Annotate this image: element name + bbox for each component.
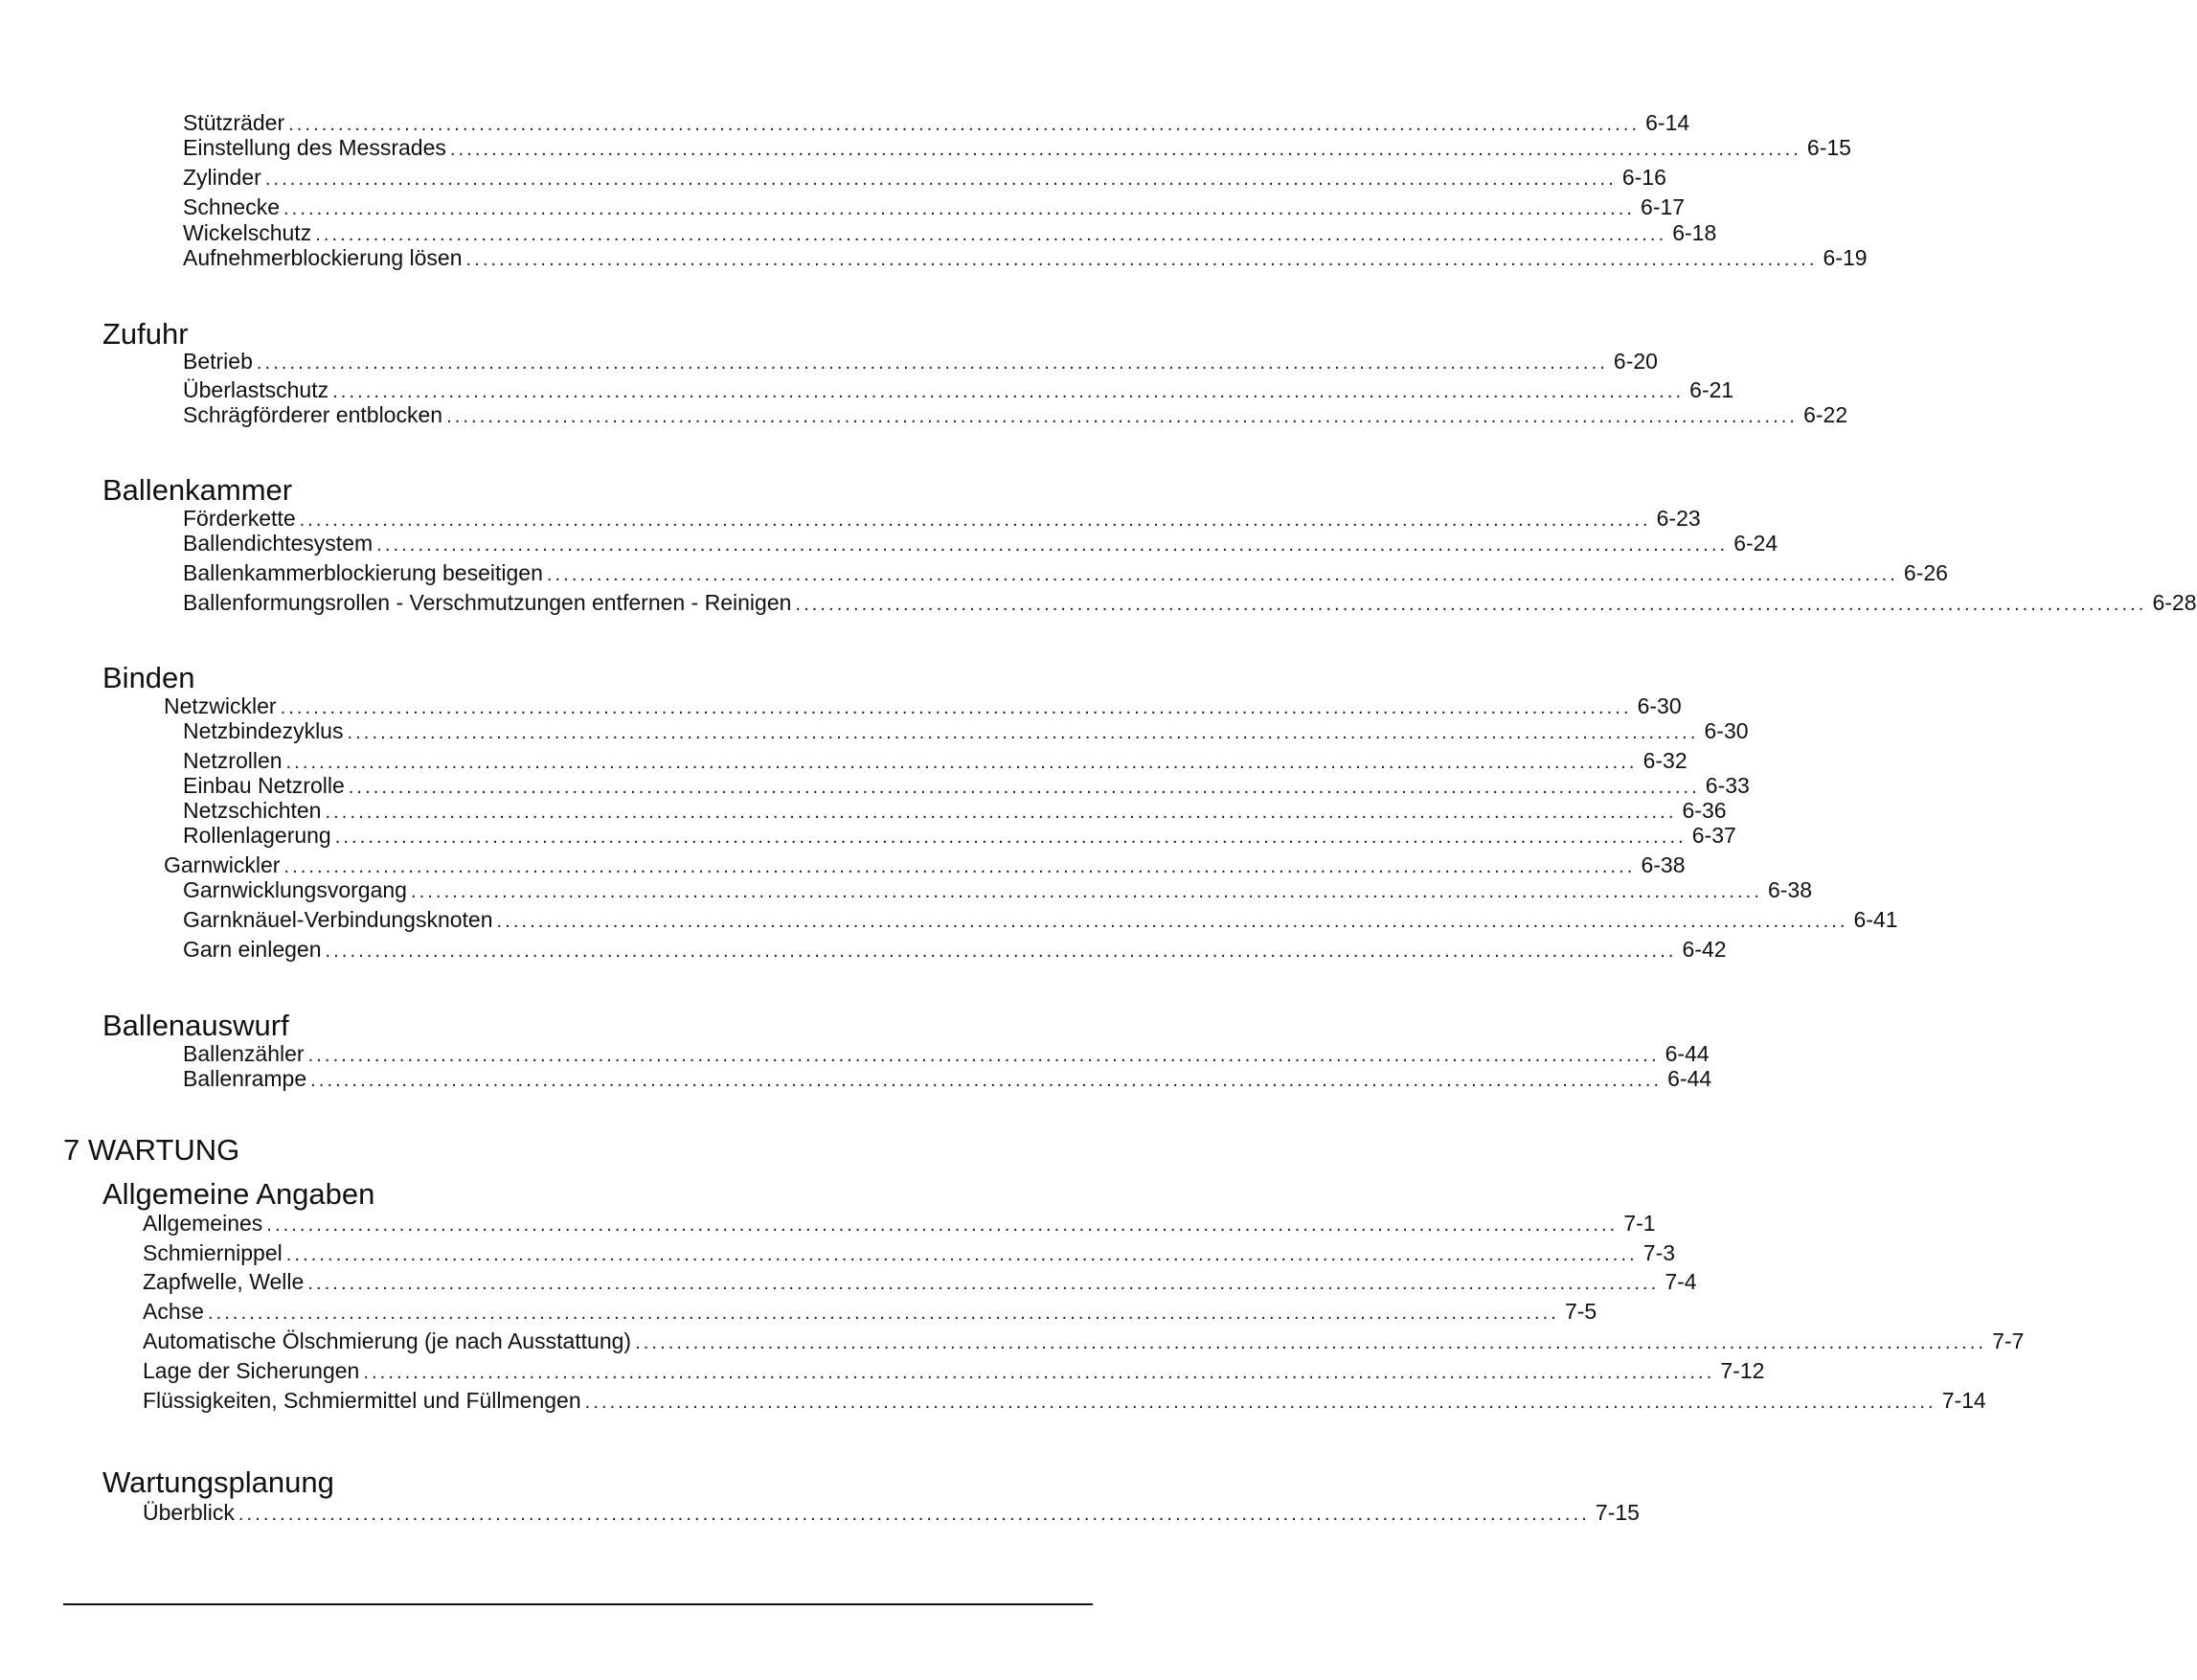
- dot-leader: ...................................................................................................................................................................: [496, 911, 1848, 932]
- dot-leader: ...................................................................................................................................................................: [449, 139, 1801, 160]
- section-heading-ballenkammer: Ballenkammer: [102, 473, 293, 507]
- toc-entry-page: 6-41: [1853, 907, 1898, 932]
- toc-entry[interactable]: [183, 1041, 1710, 1066]
- toc-entry-page: 6-38: [1641, 852, 1686, 877]
- toc-entry-page: 7-4: [1665, 1269, 1697, 1294]
- toc-entry-page: 6-18: [1672, 220, 1717, 245]
- toc-entry[interactable]: [183, 773, 1750, 798]
- toc-entry[interactable]: [183, 220, 1717, 245]
- dot-leader: ...................................................................................................................................................................: [348, 777, 1700, 798]
- dot-leader: ...................................................................................................................................................................: [283, 856, 1636, 877]
- toc-entry[interactable]: [183, 823, 1736, 848]
- footer-divider: [63, 1603, 1093, 1605]
- toc-entry[interactable]: [183, 748, 1687, 773]
- toc-entry[interactable]: [183, 506, 1701, 531]
- toc-entry[interactable]: [183, 377, 1734, 402]
- dot-leader: ...................................................................................................................................................................: [465, 249, 1818, 270]
- toc-entry-label: Einstellung des Messrades: [183, 135, 446, 160]
- toc-entry-label: Zylinder: [183, 165, 261, 190]
- toc-entry-label: Einbau Netzrolle: [183, 773, 345, 798]
- dot-leader: ...................................................................................................................................................................: [207, 1303, 1559, 1324]
- toc-entry-page: 6-16: [1621, 165, 1666, 190]
- toc-entry-page: 7-14: [1941, 1388, 1986, 1413]
- dot-leader: ...................................................................................................................................................................: [280, 697, 1632, 718]
- toc-entry-page: 6-15: [1806, 135, 1851, 160]
- toc-entry-label: Schnecke: [183, 194, 281, 219]
- dot-leader: ...................................................................................................................................................................: [635, 1332, 1987, 1353]
- toc-entry-label: Überlastschutz: [183, 377, 329, 402]
- toc-entry-page: 6-36: [1682, 798, 1727, 823]
- toc-entry-page: 7-15: [1595, 1500, 1640, 1525]
- toc-entry-label: Aufnehmerblockierung lösen: [183, 245, 463, 270]
- toc-entry-garnwickler[interactable]: [164, 852, 1686, 877]
- toc-entry-label: Förderkette: [183, 506, 296, 531]
- toc-entry-page: 6-14: [1645, 110, 1690, 135]
- toc-entry[interactable]: [143, 1328, 2025, 1353]
- toc-entry-label: Wickelschutz: [183, 220, 312, 245]
- toc-entry-label: Garnwicklungsvorgang: [183, 877, 407, 902]
- toc-entry-label: Rollenlagerung: [183, 823, 331, 848]
- dot-leader: ...................................................................................................................................................................: [256, 352, 1608, 374]
- section-heading-binden: Binden: [102, 661, 195, 694]
- toc-entry[interactable]: [183, 110, 1690, 135]
- toc-entry-page: 6-22: [1803, 402, 1848, 427]
- section-heading-ballenauswurf: Ballenauswurf: [102, 1009, 289, 1042]
- toc-entry-label: Betrieb: [183, 349, 253, 374]
- toc-entry[interactable]: [143, 1299, 1597, 1324]
- toc-entry-page: 6-38: [1767, 877, 1813, 902]
- dot-leader: ...................................................................................................................................................................: [325, 802, 1677, 823]
- toc-entry-page: 7-5: [1564, 1299, 1597, 1324]
- toc-entry-label: Schrägförderer entblocken: [183, 402, 443, 427]
- dot-leader: ...................................................................................................................................................................: [334, 827, 1687, 848]
- dot-leader: ...................................................................................................................................................................: [283, 198, 1636, 219]
- dot-leader: ...................................................................................................................................................................: [315, 224, 1667, 245]
- toc-entry[interactable]: [143, 1269, 1697, 1294]
- toc-entry-label: Zapfwelle, Welle: [143, 1269, 305, 1294]
- toc-entry[interactable]: [183, 907, 1898, 932]
- chapter-heading: 7 WARTUNG: [63, 1133, 240, 1167]
- toc-entry-label: Ballenrampe: [183, 1066, 307, 1091]
- toc-entry[interactable]: [183, 590, 2197, 615]
- toc-entry-label: Flüssigkeiten, Schmiermittel und Füllmengen: [143, 1388, 581, 1413]
- toc-entry-page: 6-44: [1667, 1066, 1712, 1091]
- section-heading-wartungsplanung: Wartungsplanung: [102, 1465, 334, 1499]
- toc-entry-page: 6-17: [1641, 194, 1686, 219]
- toc-entry-page: 6-32: [1642, 748, 1687, 773]
- dot-leader: ...................................................................................................................................................................: [410, 881, 1762, 902]
- dot-leader: ...................................................................................................................................................................: [332, 381, 1685, 402]
- toc-entry-page: 6-30: [1637, 693, 1682, 718]
- toc-entry[interactable]: [183, 718, 1749, 743]
- toc-entry-page: 6-33: [1705, 773, 1750, 798]
- dot-leader: ...................................................................................................................................................................: [266, 1215, 1619, 1236]
- toc-entry-page: 6-37: [1691, 823, 1736, 848]
- dot-leader: ...................................................................................................................................................................: [238, 1504, 1590, 1525]
- toc-entry-page: 6-44: [1665, 1041, 1710, 1066]
- toc-entry-page: 7-7: [1992, 1328, 2025, 1353]
- dot-leader: ...................................................................................................................................................................: [285, 752, 1638, 773]
- toc-entry[interactable]: [183, 165, 1666, 190]
- dot-leader: ...................................................................................................................................................................: [363, 1362, 1715, 1383]
- toc-entry-label: Netzschichten: [183, 798, 322, 823]
- toc-entry[interactable]: [183, 1066, 1712, 1091]
- toc-entry[interactable]: [143, 1358, 1765, 1383]
- toc-entry-label: Ballendichtesystem: [183, 531, 374, 556]
- toc-entry-label: Netzrollen: [183, 748, 283, 773]
- toc-entry[interactable]: [143, 1500, 1640, 1525]
- dot-leader: ...................................................................................................................................................................: [264, 169, 1617, 190]
- toc-entry[interactable]: [183, 402, 1848, 427]
- dot-leader: ...................................................................................................................................................................: [584, 1392, 1937, 1413]
- toc-entry[interactable]: [183, 937, 1727, 962]
- toc-entry-label: Ballenkammerblockierung beseitigen: [183, 560, 543, 585]
- toc-entry-label: Allgemeines: [143, 1211, 263, 1236]
- toc-entry-label: Achse: [143, 1299, 204, 1324]
- toc-entry-page: 6-20: [1613, 349, 1658, 374]
- toc-entry-page: 7-1: [1623, 1211, 1656, 1236]
- toc-entry-label: Garn einlegen: [183, 937, 322, 962]
- toc-entry-label: Netzwickler: [164, 693, 277, 718]
- toc-entry-page: 6-42: [1682, 937, 1727, 962]
- dot-leader: ...................................................................................................................................................................: [307, 1045, 1660, 1066]
- toc-entry[interactable]: [183, 531, 1778, 556]
- toc-entry[interactable]: [183, 135, 1851, 160]
- toc-entry-label: Ballenformungsrollen - Verschmutzungen entfernen - Reinigen: [183, 590, 792, 615]
- toc-entry-label: Ballenzähler: [183, 1041, 305, 1066]
- toc-entry-page: 7-12: [1720, 1358, 1765, 1383]
- dot-leader: ...................................................................................................................................................................: [325, 941, 1677, 962]
- dot-leader: ...................................................................................................................................................................: [310, 1070, 1663, 1091]
- dot-leader: ...................................................................................................................................................................: [307, 1273, 1660, 1294]
- toc-entry-page: 6-28: [2152, 590, 2197, 615]
- toc-entry-page: 6-26: [1903, 560, 1948, 585]
- toc-entry-label: Überblick: [143, 1500, 235, 1525]
- toc-entry-label: Lage der Sicherungen: [143, 1358, 360, 1383]
- dot-leader: ...................................................................................................................................................................: [347, 722, 1699, 743]
- toc-entry[interactable]: [143, 1211, 1656, 1236]
- dot-leader: ...................................................................................................................................................................: [299, 510, 1651, 531]
- toc-entry[interactable]: [143, 1240, 1676, 1265]
- dot-leader: ...................................................................................................................................................................: [795, 594, 2147, 615]
- toc-entry-label: Automatische Ölschmierung (je nach Ausstattung): [143, 1328, 632, 1353]
- toc-entry-page: 6-24: [1733, 531, 1778, 556]
- section-heading-zufuhr: Zufuhr: [102, 317, 189, 351]
- toc-entry-page: 6-21: [1689, 377, 1734, 402]
- toc-entry-label: Garnwickler: [164, 852, 281, 877]
- toc-entry[interactable]: [183, 349, 1658, 374]
- toc-entry[interactable]: [183, 194, 1686, 219]
- toc-entry[interactable]: [183, 245, 1868, 270]
- dot-leader: ...................................................................................................................................................................: [446, 406, 1799, 427]
- toc-entry-label: Garnknäuel-Verbindungsknoten: [183, 907, 493, 932]
- toc-entry[interactable]: [183, 560, 1948, 585]
- toc-entry-netzwickler[interactable]: [164, 693, 1682, 718]
- dot-leader: ...................................................................................................................................................................: [546, 564, 1898, 585]
- toc-entry[interactable]: [143, 1388, 1986, 1413]
- toc-entry-page: 6-30: [1704, 718, 1749, 743]
- toc-entry-page: 7-3: [1642, 1240, 1676, 1265]
- toc-entry-label: Netzbindezyklus: [183, 718, 344, 743]
- dot-leader: ...................................................................................................................................................................: [376, 534, 1729, 556]
- dot-leader: ...................................................................................................................................................................: [285, 1244, 1638, 1265]
- toc-entry[interactable]: [183, 798, 1727, 823]
- toc-entry-page: 6-19: [1823, 245, 1868, 270]
- dot-leader: ...................................................................................................................................................................: [288, 114, 1641, 135]
- toc-entry[interactable]: [183, 877, 1813, 902]
- toc-entry-label: Stützräder: [183, 110, 285, 135]
- toc-entry-label: Schmiernippel: [143, 1240, 283, 1265]
- toc-entry-page: 6-23: [1656, 506, 1701, 531]
- section-heading-allgemeine-angaben: Allgemeine Angaben: [102, 1177, 375, 1211]
